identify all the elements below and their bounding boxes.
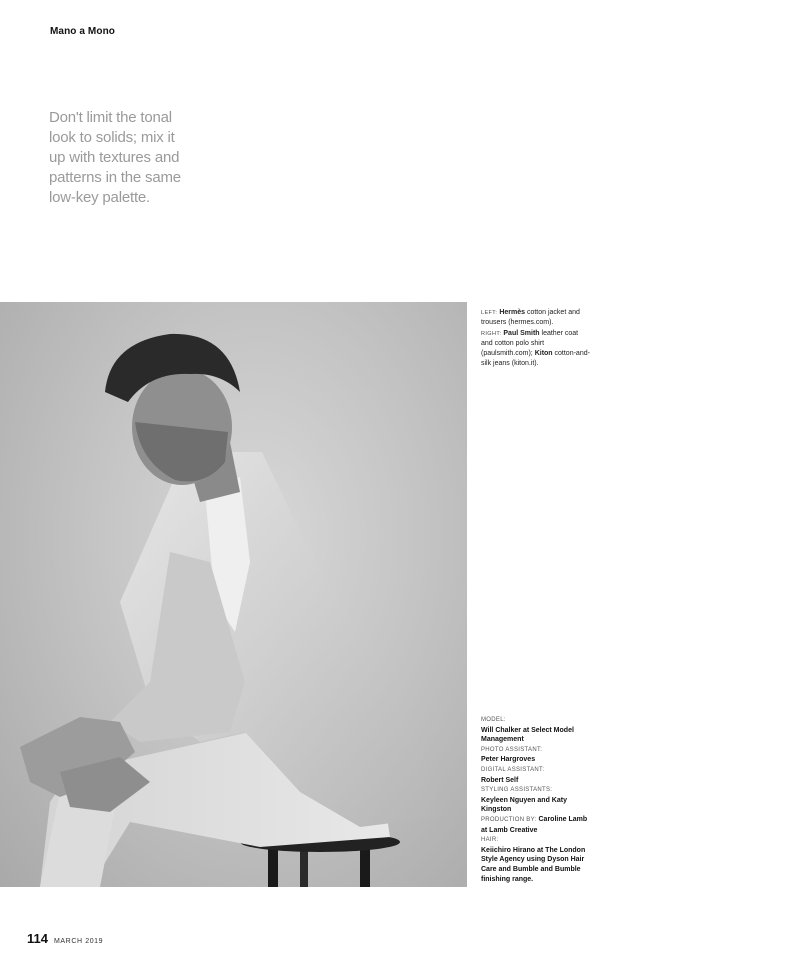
section-label: Mano a Mono bbox=[50, 26, 115, 37]
pull-quote-line: low-key palette. bbox=[49, 189, 151, 206]
caption-left-text: cotton jacket and trousers (hermes.com). bbox=[481, 309, 580, 327]
credit-role: PRODUCTION BY: bbox=[481, 816, 537, 823]
page-folio bbox=[27, 930, 103, 948]
pull-quote-line: Don't limit the tonal bbox=[49, 109, 172, 126]
credit-role: MODEL: bbox=[481, 717, 506, 723]
pull-quote bbox=[49, 108, 189, 208]
credit-name: Keyleen Nguyen and Katy Kingston bbox=[481, 796, 567, 814]
caption-right-brand: Paul Smith bbox=[503, 329, 540, 337]
caption-right-text: leather coat and cotton polo shirt (paulsmith.com); bbox=[481, 329, 579, 358]
credit-name: Will Chalker at Select Model Management bbox=[481, 726, 574, 744]
photo-illustration bbox=[0, 302, 467, 887]
credit-role: HAIR: bbox=[481, 837, 499, 844]
seated-man-photo bbox=[0, 302, 467, 887]
page-number: 114 bbox=[27, 931, 48, 946]
credit-name: Robert Self bbox=[481, 776, 519, 784]
caption-right-tag: RIGHT: bbox=[481, 330, 502, 337]
issue-date: MARCH 2019 bbox=[53, 938, 104, 945]
credit-name: Caroline Lamb at Lamb Creative bbox=[481, 815, 588, 834]
credit-name: Keiichiro Hirano at The London Style Agency using Dyson Hair Care and Bumble and Bumble finishing range. bbox=[481, 846, 586, 883]
caption-right-text2: cotton-and-silk jeans (kiton.it). bbox=[481, 350, 590, 368]
credit-name: Peter Hargroves bbox=[481, 756, 536, 764]
caption-left-brand: Hermès bbox=[499, 309, 526, 316]
outfit-caption bbox=[481, 308, 591, 370]
pull-quote-line: look to solids; mix it bbox=[49, 129, 175, 146]
credit-role: PHOTO ASSISTANT: bbox=[481, 746, 543, 753]
photo-credits bbox=[481, 715, 591, 884]
caption-left-tag: LEFT: bbox=[481, 310, 498, 316]
caption-right-brand2: Kiton bbox=[534, 350, 553, 358]
pull-quote-line: up with textures and bbox=[49, 149, 180, 166]
credit-role: STYLING ASSISTANTS: bbox=[481, 787, 553, 794]
credit-role: DIGITAL ASSISTANT: bbox=[481, 766, 545, 773]
pull-quote-line: patterns in the same bbox=[49, 169, 181, 186]
